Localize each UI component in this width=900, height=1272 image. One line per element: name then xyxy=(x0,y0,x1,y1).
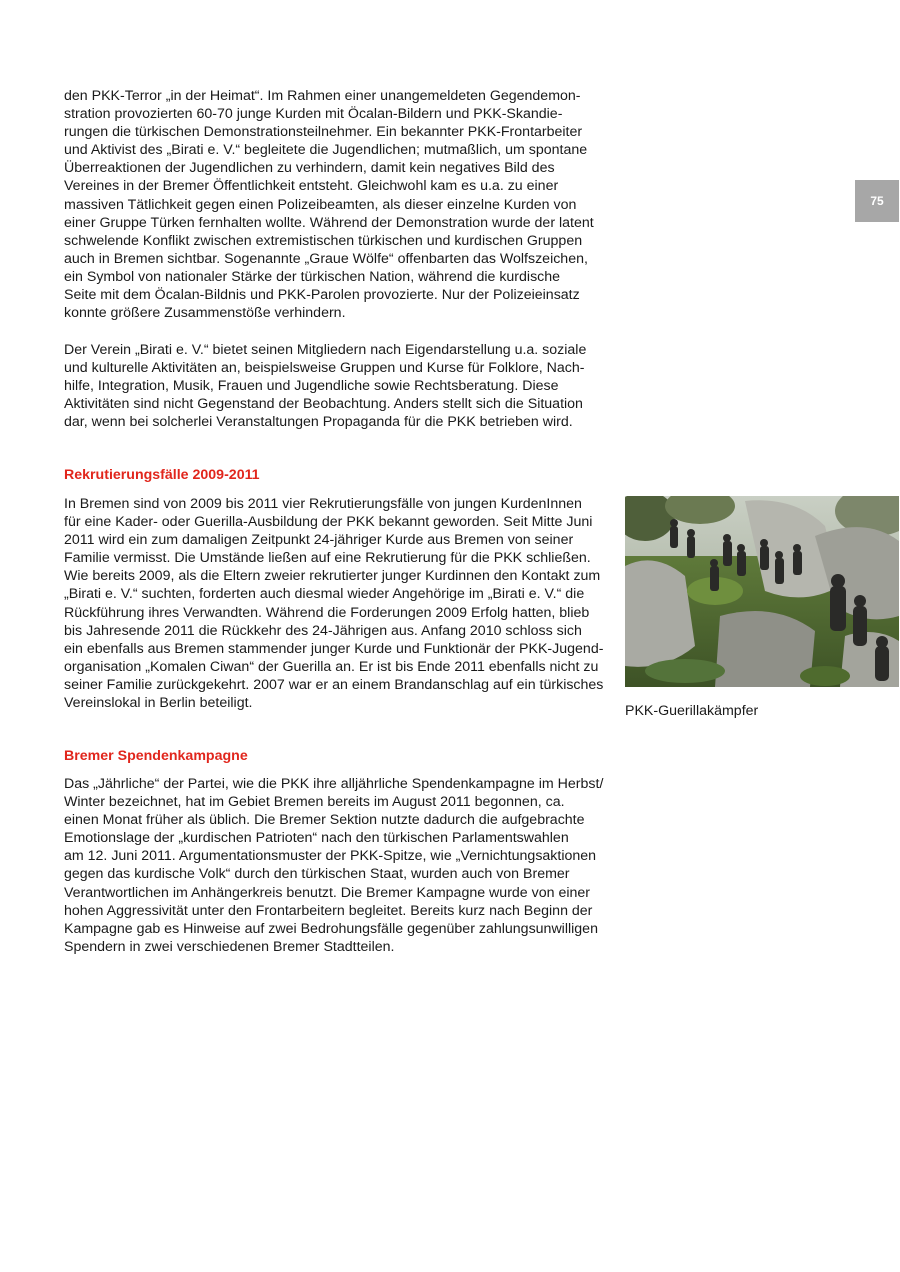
guerilla-photo-illustration xyxy=(625,496,899,687)
text-line: „Birati e. V.“ suchten, forderten auch diesmal wieder Angehörige im „Birati e. V.“ die xyxy=(64,586,585,603)
page-number: 75 xyxy=(870,194,884,208)
intro-paragraph xyxy=(64,87,616,322)
text-line: Verantwortlichen im Anhängerkreis benutzt. Die Bremer Kampagne wurde von einer xyxy=(64,884,591,901)
text-line: und kulturelle Aktivitäten an, beispielsweise Gruppen und Kurse für Folklore, Nach- xyxy=(64,360,585,377)
text-line: Emotionslage der „kurdischen Patrioten“ nach den türkischen Parlamentswahlen xyxy=(64,830,569,847)
text-line: Seite mit dem Öcalan-Bildnis und PKK-Parolen provozierte. Nur der Polizeieinsatz xyxy=(64,287,580,304)
text-line: 2011 wird ein zum damaligen Zeitpunkt 24-jähriger Kurde aus Bremen von seiner xyxy=(64,532,574,549)
donation-paragraph-text xyxy=(64,775,616,956)
text-line: massiven Tätlichkeit gegen einen Polizeibeamten, als dieser einzelne Kurden von xyxy=(64,196,577,213)
text-line: Das „Jährliche“ der Partei, wie die PKK ihre alljährliche Spendenkampagne im Herbst/ xyxy=(64,776,604,792)
text-line: hohen Aggressivität unter den Frontarbeitern begleitet. Bereits kurz nach Beginn der xyxy=(64,902,593,919)
recruitment-paragraph xyxy=(64,495,616,712)
text-line: am 12. Juni 2011. Argumentationsmuster der PKK-Spitze, wie „Vernichtungsaktionen xyxy=(64,848,597,865)
text-line: Wie bereits 2009, als die Eltern zweier rekrutierter junger Kurdinnen den Kontakt zum xyxy=(64,568,601,585)
text-line: organisation „Komalen Ciwan“ der Guerilla an. Er ist bis Ende 2011 ebenfalls nicht zu xyxy=(64,658,599,675)
text-line: Überreaktionen der Jugendlichen zu verhindern, damit kein negatives Bild des xyxy=(64,160,555,177)
recruitment-paragraph-text xyxy=(64,495,616,712)
text-line: einer Gruppe Türken fernhalten wollte. Während der Demonstration wurde der latent xyxy=(64,214,594,231)
text-line: schwelende Konflikt zwischen extremistischen türkischen und kurdischen Gruppen xyxy=(64,232,583,249)
text-line: Familie vermisst. Die Umstände ließen auf eine Rekrutierung für die PKK schließen. xyxy=(64,550,591,567)
section-heading-donation: Bremer Spendenkampagne xyxy=(64,748,248,764)
text-line: Vereinslokal in Berlin beteiligt. xyxy=(64,695,253,712)
birati-paragraph xyxy=(64,341,616,431)
text-line: hilfe, Integration, Musik, Frauen und Jugendliche sowie Rechtsberatung. Diese xyxy=(64,378,559,395)
section-heading-recruitment: Rekrutierungsfälle 2009-2011 xyxy=(64,467,260,483)
text-line: Winter bezeichnet, hat im Gebiet Bremen bereits im August 2011 begonnen, ca. xyxy=(64,794,565,811)
text-line: ein ebenfalls aus Bremen stammender junger Kurde und Funktionär der PKK-Jugend- xyxy=(64,640,604,657)
text-line: rungen die türkischen Demonstrationsteilnehmer. Ein bekannter PKK-Frontarbeiter xyxy=(64,124,583,141)
text-line: für eine Kader- oder Guerilla-Ausbildung der PKK bekannt geworden. Seit Mitte Juni xyxy=(64,514,593,531)
text-line: Aktivitäten sind nicht Gegenstand der Beobachtung. Anders stellt sich die Situation xyxy=(64,396,583,413)
photo-caption: PKK-Guerillakämpfer xyxy=(625,703,759,719)
text-line: Kampagne gab es Hinweise auf zwei Bedrohungsfälle gegenüber zahlungsunwilligen xyxy=(64,920,598,937)
intro-paragraph-text xyxy=(64,87,616,322)
guerilla-photo xyxy=(625,496,899,687)
birati-paragraph-text xyxy=(64,341,616,431)
text-line: In Bremen sind von 2009 bis 2011 vier Rekrutierungsfälle von jungen KurdenInnen xyxy=(64,496,582,512)
text-line: Vereines in der Bremer Öffentlichkeit entsteht. Gleichwohl kam es u.a. zu einer xyxy=(64,178,559,195)
text-line: dar, wenn bei solcherlei Veranstaltungen Propaganda für die PKK betrieben wird. xyxy=(64,414,573,431)
text-line: einen Monat früher als üblich. Die Bremer Sektion nutzte dadurch die aufgebrachte xyxy=(64,812,585,829)
text-line: Der Verein „Birati e. V.“ bietet seinen Mitgliedern nach Eigendarstellung u.a. soziale xyxy=(64,342,587,358)
text-line: auch in Bremen sichtbar. Sogenannte „Graue Wölfe“ offenbarten das Wolfszeichen, xyxy=(64,250,588,267)
text-line: Spendern in zwei verschiedenen Bremer Stadtteilen. xyxy=(64,938,395,955)
text-line: bis Jahresende 2011 die Rückkehr des 24-Jährigen aus. Anfang 2010 schloss sich xyxy=(64,622,582,639)
text-line: stration provozierten 60-70 junge Kurden mit Öcalan-Bildern und PKK-Skandie- xyxy=(64,106,563,123)
donation-paragraph xyxy=(64,775,616,956)
text-line: ein Symbol von nationaler Stärke der türkischen Nation, während die kurdische xyxy=(64,268,561,285)
text-line: gegen das kurdische Volk“ durch den türkischen Staat, wurden auch von Bremer xyxy=(64,866,570,883)
page-number-tab xyxy=(855,180,899,222)
text-line: konnte größere Zusammenstöße verhindern. xyxy=(64,305,346,322)
text-line: und Aktivist des „Birati e. V.“ begleitete die Jugendlichen; mutmaßlich, um spontane xyxy=(64,142,588,159)
text-line: Rückführung ihres Verwandten. Während die Forderungen 2009 Erfolg hatten, blieb xyxy=(64,604,590,621)
text-line: seiner Familie zurückgekehrt. 2007 war er an einem Brandanschlag auf ein türkisches xyxy=(64,676,604,693)
text-line: den PKK-Terror „in der Heimat“. Im Rahmen einer unangemeldeten Gegendemon- xyxy=(64,88,581,104)
